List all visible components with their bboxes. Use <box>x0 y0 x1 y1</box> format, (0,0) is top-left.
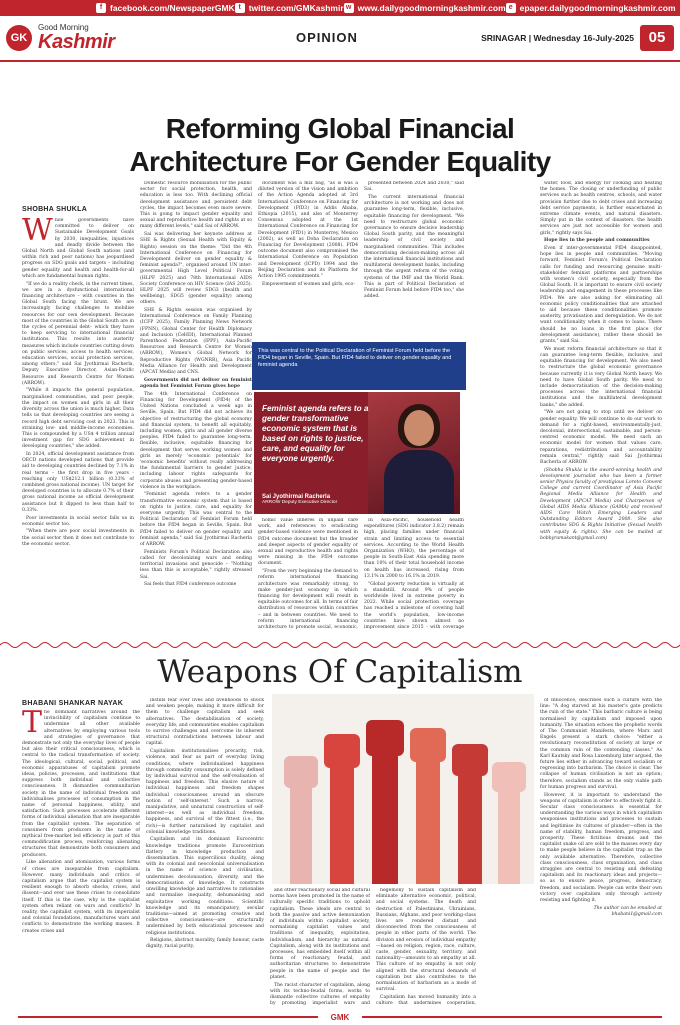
paragraph: Empowerment of women and girls, eco- <box>262 281 355 287</box>
paragraph: instills fear over lives and livelihoods to shock and weaken people, making it more difficult for them to challenge capitalism and seek alternatives. The destabilisation of society, everyday life, and communities enables capitalism to survive challenges and overcome its inherent structural contradictions between labour and capital. <box>146 698 264 747</box>
paragraph: hile governments have committed to deliver on Sustainable Development Goals by 2030, inequalities, injustices and deadly divide between the Global North and Global South nations (and within rich and poor nations) has jeopardised progress on SDG goals and targets – including gender equality and health and health-for-all which are fundamental human rights. <box>22 218 134 279</box>
pull-quote-text: Feminist agenda refers to a gender transformative economic system that is based on rights to justice, care, and equality for everyone urgently. <box>262 404 369 463</box>
article2-column-1 <box>22 710 140 1006</box>
twitter-url: twitter.com/GMKashmir <box>248 3 344 13</box>
paragraph: "Global poverty reduction is virtually at a standstill. Around 9% of people worldwide lived in extreme poverty in 2022. While social protection coverage has reached a milestone of covering half the world's population, low-income countries have shown almost no improvement since 2015 - with coverage <box>364 581 464 630</box>
speaker-photo <box>368 392 460 514</box>
paragraph: We must reform financial architecture so that it can guarantee long-term flexible, inclusive, and equitable financing for development. We also need to restructure the global economic governance because currently it is very Global North heavy. We need to have Global South parity. We need to include democratisation of the decision-making processes across the international financial institutions and the multilateral development banks," she added. <box>540 346 662 408</box>
paragraph: "When there are poor social investments in the social sector then it does not contribute to the economic sector. <box>22 529 134 547</box>
pull-quote-caption-text: This was central to the Political Declaration of Feminist Forum held before the FfD4 began in Seville, Spain. But FfD4 failed to deliver on gender equality and feminist agenda <box>258 348 452 369</box>
headline-line-2: Architecture For Gender Equality <box>129 146 551 177</box>
paragraph: water, food, and energy for cooking and heating the homes. The closing or underfunding of public services such as health centres, schools, and water provision further due to debt crises and increasing debt service payments, is further exacerbated in extreme climate events, and natural disasters. Simply put in the context of disasters, the health services are just not accessible for women and girls," rightly says Sai. <box>540 181 662 236</box>
subhead: Governments did not deliver on feminist agenda but Feminist Forum gives hope <box>140 377 252 389</box>
paragraph: Religions, abstract morality, family honour, caste dignity, racial purity, <box>146 938 264 950</box>
author-bio: (Shobha Shukla is the award-winning health and development journalist who has been a former senior Physics faculty of prestigious Loreto Convent College and current Coordinator of Asia Pacific Regional Media Alliance for Health and Development (APCAT Media) and Chairperson of Global AIDS Media Alliance (GAMA) and received AIDS Care Watch Emerging Leaders and Outstanding Editors Award 2008. She also contributes SDG & Rights Initiative (Sexual health with equity & rights). She can be mailed at bobbyramakant@gmail.com) <box>540 467 662 541</box>
paragraph: and other reactionary social and cultural norms have been promoted in the name of culturally specific traditions to uphold capitalism. These ideals are central to both the passive and active demonization of individuals within capitalist society, normalising capitalist values and traditions of inequality, exploitation, individualism, and hierarchy as natural. Capitalism, along with its institutions and processes, has embedded itself within all forms of reactionary, feudal, and authoritarian structures to demonstrate people in the name of people and the planet. <box>270 888 370 980</box>
section-divider <box>0 640 680 650</box>
twitter-icon: t <box>235 3 245 13</box>
photo-face <box>404 410 434 446</box>
paragraph: Poor investments in social sector falls us in economic sector too. <box>22 515 134 527</box>
paragraph: Capitalism has moved humanity into a culture that undermines cooperation, <box>376 994 476 1006</box>
article1-column-3-bottom <box>258 518 358 630</box>
paragraph: SHE & Rights session was organised by International Conference on Family Planning (ICFP 2025), Family Planning News Network (FPNN), Global Center for Health Diplomacy and Inclusion (CeHDI), International Planned Parenthood Federation (IPPF), Asia-Pacific Resources and Research Centre for Women (ARROW), Women's Global Network for Reproductive Rights (WGNRR), Asia Pacific Media Alliance for Health and Development (APCAT Media) and CNS. <box>140 308 252 376</box>
page-footer <box>0 1009 680 1025</box>
article1-column-2 <box>140 181 252 630</box>
paragraph: Sai feels that FfD4 conference outcome <box>144 582 237 588</box>
pull-quote-speaker <box>262 494 337 505</box>
article1-column-5 <box>540 181 662 630</box>
footer-rule-left <box>18 1016 318 1018</box>
article1-column-4-bottom <box>364 518 464 630</box>
article1-column-4-top <box>364 181 464 339</box>
social-bar <box>0 0 680 16</box>
paragraph: "We are not going to stop until we deliver on gender equality. We will continue to do our work to demand for a right-based, environmentally-just, decolonial, intersectional, sustainable, and person-centred economic model. We need such an economic model for women that values care, reparations, redistribution and accountability remain central," rightly said Sai Jyothirmai Racherla of ARROW. <box>540 410 662 465</box>
article2-column-3 <box>270 888 370 1006</box>
subhead: Hope lies in the people and communities <box>544 238 650 244</box>
paragraph: Capitalism institutionalises precarity, risk, violence, and fear as part of everyday living conditions, where individualised happiness through commodity consumption is solely defined by individual survival and the self-realisation of happiness and freedom. This elusive nature of individual happiness and freedom shapes individual consciousness around an obscure notion of 'self-interest.' Such a narrow, manipulative, and unnatural construction of self-interest—as well as individual freedom, happiness, and survival of the fittest (i.e., the rich)—is further naturalised by capitalist and colonial knowledge traditions. <box>146 749 264 835</box>
article2-column-5 <box>540 698 662 1006</box>
footer-rule-right <box>362 1016 662 1018</box>
epaper-url: epaper.dailygoodmorningkashmir.com <box>519 3 676 13</box>
raised-fists-illustration <box>272 694 534 884</box>
facebook-url: facebook.com/NewspaperGMK <box>110 3 235 13</box>
article1-headline <box>18 112 662 178</box>
photo-body <box>384 450 454 514</box>
page-number: 05 <box>640 25 674 51</box>
logo-title: Kashmir <box>38 31 115 53</box>
pull-quote-box <box>254 392 460 514</box>
paragraph: "Feminist agenda refers to a gender transformative economic system that is based on rights to justice, care, and equality for everyone urgently. This was central to the Political Declaration of Feminist Forum held before the FfD4 began in Seville, Spain. But FfD4 failed to deliver on gender equality and feminist agenda," said Sai Jyothirmai Racherla of ARROW. <box>140 492 252 548</box>
article2-column-4 <box>376 888 476 1006</box>
website-url: www.dailygoodmorningkashmir.com <box>357 3 506 13</box>
paragraph: "If we do a reality check, in the current times, we are in a dysfunctional international financing architecture – with countries in the Global South facing the brunt. We are increasingly facing challenges to mobilise resources for our own development. Because most of the countries in the Global South are in the cycles of perennial debt– which they have to keep servicing to international financial institutions. This results into austerity measures which include countries cutting down on public services, access to health services, education services, social protection services, among others," said Sai Jyothirmai Racherla, Deputy Executive Director, Asian-Pacific Resource and Research Centre for Women (ARROW). <box>22 281 134 386</box>
paragraph: of Innocence, describes such a culture with the line: "A dog starved at his master's gate predicts the ruin of the state." This barbaric culture is being normalised by capitalism and imposed upon humanity. The situation echoes the prophetic words of The Communist Manifesto, where Marx and Engels present a stark choice: "either a revolutionary reconstitution of society at large or the common ruin of the contending classes." As Karl Kautsky and Rosa Luxemburg later argued, the future lies either in advancing toward socialism or regressing into barbarism. The choice is clear. The collapse of human civilisation is not an option; therefore, socialism stands as the only viable path for human progress and survival. <box>540 698 662 790</box>
article2-headline: Weapons Of Capitalism <box>157 654 523 690</box>
website-link[interactable] <box>344 3 506 13</box>
newspaper-icon: e <box>506 3 516 13</box>
gk-logo: GK <box>6 25 32 51</box>
paragraph: Domestic resource mobilisation for the public sector for social protection, health, and education is less too. With declining official development assistance and persistent debt cycles, the impact becomes even more severe. This is going to impact gender equality and sexual and reproductive health and rights at so many different levels," said Sai of ARROW. <box>140 181 252 230</box>
globe-icon: w <box>344 3 354 13</box>
speaker-role: ARROW Deputy Executive Director <box>262 500 338 505</box>
section-title: OPINION <box>296 30 358 45</box>
article1-byline: SHOBHA SHUKLA <box>22 206 88 213</box>
paragraph: However, it is important to understand the weapons of capitalism in order to effectively fight it. Secular class consciousness is essential for understanding the various ways in which capitalism weaponises institutions and processes to sustain and legitimise its cultures of plunder—often in the name of stability, human freedom, progress, and prosperity. These fictitious dreams and the capitalist snake oil are sold to the masses every day to make people believe in the capitalist trap as the only available alternative. Therefore, collective class consciousness, class organisation, and class struggles are central to resisting and defeating capitalism and its reactionary ideas and projects—so as to ensure peace, progress, democracy, freedom, and socialism. People can write their own victory over capitalism only through actively resisting and fighting it. <box>540 792 662 903</box>
paragraph: Capitalism and its dominant Eurocentric knowledge traditions promote Eurocentrism flattery in knowledge production and dissemination. This supercilious duality, along with its colonial and neocolonial universalisation in the name of science and civilisation, undermines decolonisation, diversity, and the democratisation of knowledge. It constructs unwilling knowledge and narratives to rationalise and normalise inequality, dehumanising and exploitative working conditions. Scientific knowledge and its emancipatory, secular traditions—aimed at promoting creative and collective consciousness—are structurally undermined by both educational processes and religious institutions. <box>146 837 264 936</box>
article2-byline: BHABANI SHANKAR NAYAK <box>22 700 124 707</box>
paragraph: he dominant narratives around the invincibility of capitalism continue to undermine all other available alternatives by employing various tools and strategies of governance that demonstrate not only the everyday lives of people but also their critical consciousness, which is central to the radical transformation of society. The ideological, cultural, social, political, and economic apparatuses of capitalism promote ideas, policies, processes, and institutions that suppress both individual and collective consciousness. It dismantles communitarian society in the name of individual freedom and individualises processes of consumption in the name of personal happiness, utility, and satisfaction. Such processes accelerate different forms of individual alienation that are inseparable from the capitalist system. The separation of consumers from producers in the name of mythical free-market led efficiency is part of this commodification process, reinforcing alienating structures that demonstrate both consumers and producers. <box>22 710 140 858</box>
footer-logo: GMK <box>325 1013 356 1022</box>
twitter-link[interactable] <box>235 3 344 13</box>
headline-line-1: Reforming Global Financial <box>165 113 515 144</box>
paragraph: nomic value inheres in unpaid care work, and references to eradicating gender-based violence were mentioned in FfD4 outcome document but the broader and deeper aspects of gender equality or sexual and reproductive health and rights were missing in the FfD4 outcome document. <box>258 518 358 567</box>
article1-column-3-top <box>258 181 358 339</box>
paragraph: The 4th International Conference on Financing for Development (FfD4) of the United Nations concluded a week ago in Seville, Spain. But FfD4 did not achieve its objective of restructuring the global economy and financial system, to benefit all equitably, including women, girls and all gender diverse peoples. FfD4 failed to guarantee long-term, flexible, inclusive, equitable financing for development that serves working women and girls as merely 'economic potentials' for 'economic benefits' without really addressing the fundamental barriers to gender justice, including labour rights safeguards for corporate abuses and presenting gender-based violence in the workplace. <box>140 391 252 490</box>
speaker-name: Sai Jyothirmai Racherla <box>262 494 331 500</box>
paragraph: Like alienation and atomisation, various forms of crises are inseparable from capitalism. However, many individuals and critics of capitalism argue that the capitalist system is resilient enough to absorb shocks, crises, and dissent—and ever use these crises to consolidate itself. If this is the case, why is the capitalist system often reliant on wars and conflicts? In reality, the capitalist system, with its imperialist and colonial foundations, manufactures wars and conflicts to demonstrate the working masses. It creates crises and <box>22 860 140 934</box>
dateline: SRINAGAR | Wednesday 16-July-2025 <box>481 33 634 43</box>
paragraph: "While it impacts the general population, marginalised communities, and poor people, the impact on women and girls in all their diversity across the union is much higher. Data tells us that developing countries are seeing a record high debt servicing cost in 2023. This is straining low- and middle-income economies. This is compounded by a US$ 4 trillion annual investment gap for SDG achievement in developing countries," she added. <box>22 388 134 450</box>
paragraph: hegemony to sustain capitalism and eliminate alternative economic, political, and social systems. The death and destruction of Palestinians, Ukrainians, Russians, Afghans, and poor working-class lives are rendered distant and disconnected from the consciousness of people in other parts of the world. The division and erosion of individual empathy—based on religion, region, race, culture, caste, gender, sexuality, territory, and nationality—amounts to an empathy at all. This culture of no empathy is not only aligned with the structural demands of capitalism but also contributes to the normalisation of barbarism as a mode of survival. <box>376 888 476 993</box>
logo-tagline: Good Morning <box>38 23 89 32</box>
drop-cap: T <box>22 710 43 740</box>
author-bio: The author can be emailed at bhabani1@gmail.com <box>593 905 662 917</box>
paragraph: In Asia-Pacific, household health expenditures (SDG indicator 3.8.2) remain high, placing families under financial strain and limiting access to essential services. According to the World Health Organization (WHO), the percentage of people in South-East Asia spending more than 10% of their total household income on health has increased, rising from 13.1% in 2000 to 16.1% in 2019. <box>364 518 464 579</box>
article2-column-2 <box>146 698 264 1006</box>
epaper-link[interactable] <box>506 3 676 13</box>
masthead <box>0 16 680 62</box>
article1-column-1 <box>22 218 134 630</box>
paragraph: Sai was delivering her keynote address at SHE & Rights (Sexual Health with Equity & Rights) session on the theme: "Did the 4th International Conference on Financing for Development deliver on gender equality & feminist agenda?", organised around UN inter-governmental High Level Political Forum (HLPF 2025) and 78th International AIDS Society Conference on HIV Science (IAS 2025). HLPF 2025 will review SDG3 (health and wellbeing), SDG5 (gender equality) among others. <box>140 232 252 306</box>
paragraph: In 2024, official development assistance from OECD nations developed nations that provide aid to developing countries declined by 7.1% in real terms – the first drop in five years - reaching only US$212.1 billion (0.33% of combined gross national income). UN target for developed countries is to allocate 0.7% of their gross national income as official development assistance but it dipped to less than half to 0.33%. <box>22 452 134 513</box>
facebook-link[interactable] <box>96 3 235 13</box>
pull-quote-caption <box>252 342 466 390</box>
paragraph: presented between 2024 and 2030," said Sai. <box>364 181 464 193</box>
paragraph: The racist character of capitalism, along with its techno-feudal forms, works to dismantle collective cultures of empathy by promoting imperialist wars and <box>270 982 370 1006</box>
paragraph: Feminists Forum's Political Declaration also called for decolonizing wars and ending territorial invasions and genocide – "Nothing less than this is acceptable," rightly stressed Sai. <box>140 549 252 580</box>
paragraph: Even if inter-governmental FfD4 disappointed, hope lies in people and communities. "Moving forward, Feminist Forum's Political Declaration calls for funding and resourcing genuine multi-stakeholder feminist platforms and partnerships with women's civil society, especially from the Global South. It is important to ensure civil society leadership and engagement in these processes like FfD4. We are also asking for eliminating all economic policy conditionalities that are attached to aid because these conditionalities promote austerity, privatisation and deregulation. We do not want conditionality when it comes to loans. There should be no loans in the first place (for development assistance), rather these should be grants," said Sai. <box>540 246 662 345</box>
drop-cap: W <box>22 218 53 248</box>
paragraph: The current international financial architecture is not working and does not guarantee long-term, flexible, inclusive, equitable financing for development. "We need to restructure global economic governance to ensure decisive leadership Global South parity, and the meaningful leadership of civil society and marginalised communities. This includes democratising decision-making across all the international financial institutions and multilateral development banks, including through the urgent reform of the voting systems of the IMF and the World Bank. This is part of Political Declaration of Feminist Forum held before FfD4 too," she added. <box>364 194 464 300</box>
paragraph: document was a mix bag, "as is was a diluted version of the vision and ambition of the Action Agenda adopted at 3rd International Conference on Financing for Development (FfD3) in Addis Ababa, Ethiopia (2015), and also of Monterrey Consensus adopted at the 1st International Conference on Financing for Development (FfD1) in Monterrey, Mexico (2002), as well as Doha Declaration on Financing for Development (2008). FfD4 outcome document also compromised the International Conference on Population and Development (ICPD) 1994 and the Beijing Declaration and its Platform for Action 1995 commitments." <box>258 181 358 280</box>
facebook-icon: f <box>96 3 106 13</box>
paragraph: "From the very beginning the demand to reform international financing architecture was remarkably strong, to make gender-just economy in which financing for development will result in equitable outcomes for all. In terms of fair distribution of resources within countries – and in between countries. We need to reform international financing architecture to promote social, economic, <box>258 569 358 630</box>
